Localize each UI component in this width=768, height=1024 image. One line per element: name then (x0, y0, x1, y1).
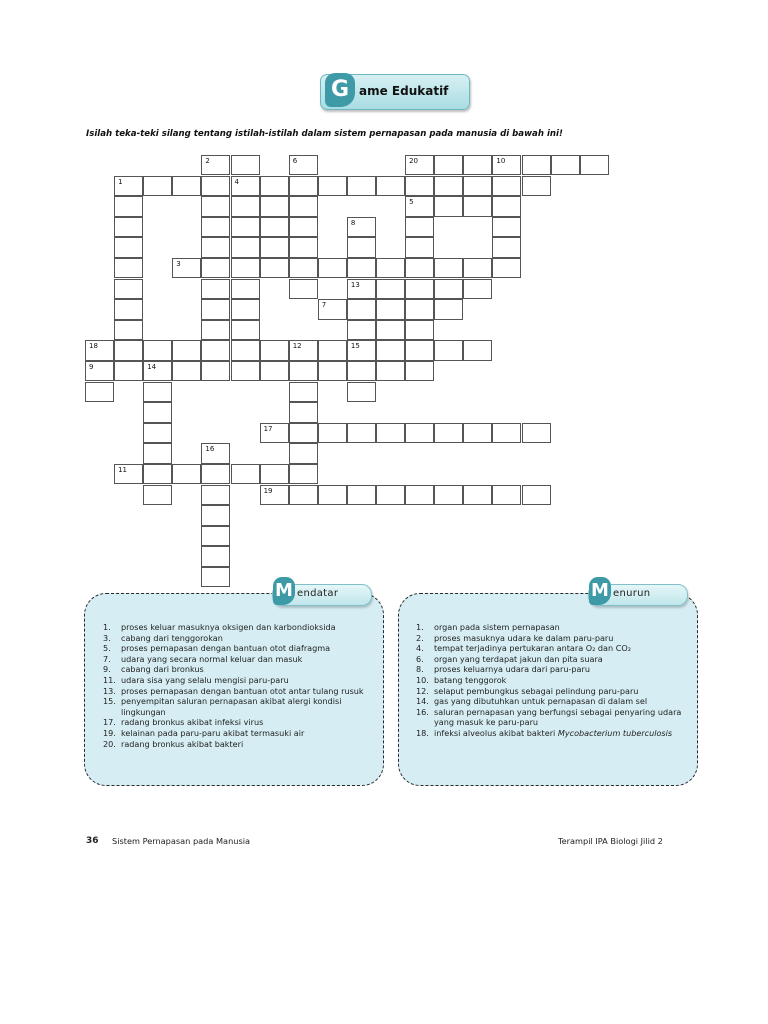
clue-number: 8. (416, 664, 424, 675)
crossword-cell[interactable] (143, 340, 172, 360)
clue-text (434, 664, 590, 675)
clue-text-main: proses keluarnya udara dari paru-paru (434, 664, 590, 675)
crossword-cell[interactable] (143, 402, 172, 422)
crossword-cell[interactable] (463, 279, 492, 299)
clue-number: 10. (416, 674, 429, 685)
crossword-cell[interactable] (231, 320, 260, 340)
clue-text (434, 622, 560, 633)
clue-number: 20. (103, 738, 116, 749)
crossword-cell[interactable] (347, 176, 376, 196)
crossword-cell[interactable] (143, 485, 172, 505)
crossword-cell[interactable] (114, 361, 143, 381)
mendatar-tab (272, 580, 372, 606)
clue-text-main: udara sisa yang selalu mengisi paru-paru (121, 674, 289, 685)
clue-text (121, 664, 204, 675)
crossword-cell[interactable] (201, 546, 230, 566)
crossword-cell[interactable] (201, 176, 230, 196)
clue-item (103, 654, 371, 665)
clue-number: 11. (103, 674, 116, 685)
clue-item (416, 664, 688, 675)
crossword-cell[interactable] (347, 258, 376, 278)
clue-text (434, 696, 647, 707)
crossword-cell[interactable] (114, 279, 143, 299)
crossword-cell[interactable] (492, 176, 521, 196)
clue-item (103, 643, 371, 654)
crossword-cell[interactable] (289, 423, 318, 443)
crossword-cell[interactable] (434, 485, 463, 505)
crossword-cell[interactable] (580, 155, 609, 175)
clue-number: 5. (103, 643, 111, 654)
clue-item (416, 686, 688, 697)
clue-item (103, 717, 371, 728)
clue-text-main: udara yang secara normal keluar dan masuk (121, 653, 303, 664)
clue-item (103, 633, 371, 644)
crossword-cell[interactable] (434, 155, 463, 175)
crossword-cell[interactable] (143, 176, 172, 196)
crossword-cell[interactable] (201, 217, 230, 237)
crossword-cell[interactable] (231, 155, 260, 175)
clue-number: 13. (103, 685, 116, 696)
crossword-cell[interactable] (289, 155, 318, 175)
clue-number: 15 (350, 342, 360, 351)
clue-item (103, 728, 371, 739)
crossword-cell[interactable] (114, 217, 143, 237)
clue-item (103, 739, 371, 750)
crossword-cell[interactable] (434, 340, 463, 360)
clue-item (103, 686, 371, 697)
clue-item (416, 696, 688, 707)
crossword-cell[interactable] (231, 299, 260, 319)
crossword-cell[interactable] (405, 340, 434, 360)
clue-text (434, 633, 613, 644)
crossword-cell[interactable] (318, 485, 347, 505)
clue-text-main: batang tenggorok (434, 674, 507, 685)
crossword-cell[interactable] (522, 485, 551, 505)
crossword-cell[interactable] (405, 423, 434, 443)
crossword-cell[interactable] (405, 485, 434, 505)
clue-number: 17. (103, 717, 116, 728)
crossword-cell[interactable] (318, 299, 347, 319)
crossword-cell[interactable] (231, 237, 260, 257)
clue-item (416, 654, 688, 665)
crossword-cell[interactable] (289, 361, 318, 381)
crossword-cell[interactable] (172, 258, 201, 278)
crossword-cell[interactable] (492, 196, 521, 216)
crossword-cell[interactable] (289, 217, 318, 237)
crossword-cell[interactable] (434, 176, 463, 196)
crossword-cell[interactable] (143, 361, 172, 381)
clue-number: 18 (89, 342, 98, 351)
crossword-cell[interactable] (114, 258, 143, 278)
clue-text (434, 654, 603, 665)
clue-text (121, 654, 302, 665)
crossword-cell[interactable] (201, 320, 230, 340)
crossword-cell[interactable] (260, 196, 289, 216)
clue-text-main: gas yang dibutuhkan untuk pernapasan di dalam sel (434, 696, 648, 707)
crossword-cell[interactable] (347, 423, 376, 443)
page-number: 36 (86, 836, 99, 846)
crossword-cell[interactable] (492, 423, 521, 443)
crossword-cell[interactable] (376, 299, 405, 319)
crossword-cell[interactable] (347, 279, 376, 299)
crossword-cell[interactable] (201, 443, 230, 463)
crossword-cell[interactable] (492, 217, 521, 237)
crossword-cell[interactable] (85, 382, 114, 402)
crossword-cell[interactable] (463, 196, 492, 216)
crossword-cell[interactable] (289, 258, 318, 278)
crossword-cell[interactable] (492, 155, 521, 175)
crossword-cell[interactable] (260, 237, 289, 257)
clue-item (416, 675, 688, 686)
crossword-cell[interactable] (434, 299, 463, 319)
crossword-cell[interactable] (201, 155, 230, 175)
clue-item (416, 707, 688, 728)
crossword-cell[interactable] (201, 464, 230, 484)
crossword-cell[interactable] (347, 299, 376, 319)
crossword-cell[interactable] (260, 423, 289, 443)
clue-text (434, 707, 688, 728)
mendatar-tab-label: endatar (297, 588, 339, 599)
crossword-cell[interactable] (231, 464, 260, 484)
clue-number: 8 (350, 218, 356, 227)
crossword-cell[interactable] (172, 340, 201, 360)
crossword-cell[interactable] (405, 320, 434, 340)
crossword-cell[interactable] (522, 423, 551, 443)
crossword-cell[interactable] (231, 340, 260, 360)
clue-item (103, 664, 371, 675)
clue-text (434, 686, 638, 697)
clue-number: 1. (103, 622, 111, 632)
crossword-cell[interactable] (201, 526, 230, 546)
crossword-cell[interactable] (405, 155, 434, 175)
crossword-cell[interactable] (463, 176, 492, 196)
crossword-cell[interactable] (143, 382, 172, 402)
crossword-cell[interactable] (405, 299, 434, 319)
crossword-cell[interactable] (289, 485, 318, 505)
clue-number: 12. (416, 685, 429, 696)
clue-item (103, 675, 371, 686)
crossword-cell[interactable] (143, 464, 172, 484)
crossword-cell[interactable] (405, 217, 434, 237)
crossword-cell[interactable] (551, 155, 580, 175)
clue-item (416, 633, 688, 644)
clue-number: 4. (416, 643, 424, 654)
clue-number: 2 (205, 157, 210, 165)
crossword-cell[interactable] (114, 320, 143, 340)
crossword-cell[interactable] (231, 196, 260, 216)
clue-item (416, 622, 688, 633)
crossword-cell[interactable] (201, 505, 230, 525)
clue-number: 16. (416, 706, 429, 717)
crossword-cell[interactable] (463, 340, 492, 360)
clue-item (103, 622, 371, 633)
crossword-cell[interactable] (143, 423, 172, 443)
crossword-cell[interactable] (289, 279, 318, 299)
crossword-cell[interactable] (231, 361, 260, 381)
crossword-cell[interactable] (289, 340, 318, 360)
clue-number: 1 (118, 177, 123, 186)
clue-number: 16 (205, 445, 215, 454)
clue-number: 11 (118, 466, 128, 474)
crossword-cell[interactable] (231, 176, 260, 196)
book-title: Terampil IPA Biologi Jilid 2 (558, 836, 663, 846)
crossword-cell[interactable] (201, 340, 230, 360)
crossword-cell[interactable] (405, 176, 434, 196)
crossword-cell[interactable] (434, 196, 463, 216)
clue-number: 12 (292, 342, 302, 351)
clue-number: 17 (263, 424, 273, 433)
crossword-cell[interactable] (405, 258, 434, 278)
crossword-cell[interactable] (231, 279, 260, 299)
menurun-clue-list (416, 622, 688, 739)
crossword-cell[interactable] (376, 361, 405, 381)
crossword-cell[interactable] (376, 176, 405, 196)
crossword-cell[interactable] (231, 258, 260, 278)
clue-text-main: proses pernapasan dengan bantuan otot diafragma (121, 643, 331, 654)
crossword-cell[interactable] (201, 237, 230, 257)
crossword-cell[interactable] (522, 176, 551, 196)
clue-text (121, 728, 304, 739)
clue-number: 6. (416, 653, 424, 664)
crossword-cell[interactable] (289, 176, 318, 196)
clue-number: 9. (103, 664, 111, 675)
crossword-cell[interactable] (114, 340, 143, 360)
crossword-cell[interactable] (289, 402, 318, 422)
crossword-cell[interactable] (318, 340, 347, 360)
crossword-cell[interactable] (522, 155, 551, 175)
crossword-cell[interactable] (318, 176, 347, 196)
crossword-cell[interactable] (318, 361, 347, 381)
crossword-cell[interactable] (201, 361, 230, 381)
clue-text-main: proses pernapasan dengan bantuan otot antar tulang rusuk (121, 685, 364, 696)
crossword-cell[interactable] (114, 196, 143, 216)
crossword-cell[interactable] (85, 361, 114, 381)
clue-number: 7 (321, 301, 327, 310)
crossword-cell[interactable] (114, 299, 143, 319)
crossword-cell[interactable] (260, 464, 289, 484)
crossword-cell[interactable] (201, 196, 230, 216)
clue-text (121, 717, 263, 728)
clue-number: 15. (103, 696, 116, 707)
crossword-cell[interactable] (201, 258, 230, 278)
crossword-cell[interactable] (463, 423, 492, 443)
clue-text (121, 675, 289, 686)
mendatar-clue-list (103, 622, 371, 749)
crossword-cell[interactable] (376, 279, 405, 299)
clue-text-main: saluran pernapasan yang berfungsi sebagai penyaring udara yang masuk ke paru-paru (434, 706, 682, 728)
crossword-cell[interactable] (347, 485, 376, 505)
crossword-cell[interactable] (172, 361, 201, 381)
crossword-cell[interactable] (405, 196, 434, 216)
crossword-cell[interactable] (172, 176, 201, 196)
clue-number: 14. (416, 696, 429, 707)
clue-number: 14 (147, 363, 157, 371)
clue-text (121, 643, 330, 654)
clue-text-main: penyempitan saluran pernapasan akibat alergi kondisi lingkungan (121, 696, 342, 717)
crossword-cell[interactable] (405, 279, 434, 299)
clue-text-main: organ pada sistem pernapasan (434, 622, 560, 632)
crossword-cell[interactable] (114, 176, 143, 196)
clue-text-main: cabang dari tenggorokan (121, 632, 223, 643)
clue-text (434, 728, 672, 739)
clue-text (434, 675, 506, 686)
clue-number: 6 (292, 157, 298, 165)
clue-number: 9 (89, 363, 94, 371)
crossword-cell[interactable] (143, 443, 172, 463)
clue-text (121, 622, 336, 633)
crossword-cell[interactable] (376, 485, 405, 505)
menurun-tab-label: enurun (613, 588, 651, 599)
clue-text-main: proses keluar masuknya oksigen dan karbondioksida (121, 622, 336, 632)
clue-number: 1. (416, 622, 424, 632)
crossword-cell[interactable] (289, 237, 318, 257)
clue-text-main: organ yang terdapat jakun dan pita suara (434, 653, 603, 664)
crossword-cell[interactable] (492, 485, 521, 505)
crossword-cell[interactable] (289, 464, 318, 484)
clue-text (121, 696, 371, 717)
crossword-cell[interactable] (114, 464, 143, 484)
crossword-cell[interactable] (492, 258, 521, 278)
clue-text-main: proses masuknya udara ke dalam paru-paru (434, 632, 614, 643)
clue-text (434, 643, 631, 654)
clue-item (103, 696, 371, 717)
crossword-cell[interactable] (172, 464, 201, 484)
clue-number: 3 (176, 260, 181, 268)
clue-item (416, 643, 688, 654)
clue-text-main: radang bronkus akibat bakteri (121, 738, 244, 749)
crossword-cell[interactable] (318, 423, 347, 443)
crossword-cell[interactable] (347, 237, 376, 257)
clue-number: 10 (496, 157, 506, 165)
clue-text-main: kelainan pada paru-paru akibat termasuki air (121, 727, 305, 738)
clue-text-main: radang bronkus akibat infeksi virus (121, 717, 264, 728)
crossword-cell[interactable] (260, 176, 289, 196)
crossword-cell[interactable] (463, 155, 492, 175)
crossword-cell[interactable] (405, 361, 434, 381)
crossword-cell[interactable] (492, 237, 521, 257)
clue-item (416, 728, 688, 739)
mendatar-initial-letter: M (273, 577, 295, 605)
badge-initial-letter: G (325, 73, 355, 107)
clue-text (121, 633, 223, 644)
clue-number: 2. (416, 632, 424, 643)
crossword-cell[interactable] (463, 485, 492, 505)
clue-number: 20 (409, 157, 419, 165)
instruction-text: Isilah teka-teki silang tentang istilah-istilah dalam sistem pernapasan pada manusia di bawah ini! (86, 129, 563, 139)
crossword-cell[interactable] (347, 340, 376, 360)
crossword-cell[interactable] (376, 258, 405, 278)
clue-number: 19 (263, 486, 273, 495)
crossword-cell[interactable] (463, 258, 492, 278)
crossword-cell[interactable] (260, 485, 289, 505)
crossword-cell[interactable] (260, 340, 289, 360)
clue-text-main: selaput pembungkus sebagai pelindung paru-paru (434, 685, 639, 696)
crossword-cell[interactable] (347, 320, 376, 340)
clue-text-italic: Mycobacterium tuberculosis (557, 727, 673, 738)
crossword-cell[interactable] (289, 382, 318, 402)
clue-text-main: infeksi alveolus akibat bakteri (434, 727, 558, 738)
crossword-cell[interactable] (289, 443, 318, 463)
crossword-cell[interactable] (260, 361, 289, 381)
crossword-cell[interactable] (376, 320, 405, 340)
crossword-cell[interactable] (260, 217, 289, 237)
crossword-cell[interactable] (231, 217, 260, 237)
clue-number: 7. (103, 653, 111, 664)
clue-number: 19. (103, 727, 116, 738)
menurun-initial-letter: M (589, 577, 611, 605)
crossword-cell[interactable] (347, 382, 376, 402)
crossword-cell[interactable] (260, 258, 289, 278)
crossword-cell[interactable] (289, 196, 318, 216)
crossword-cell[interactable] (376, 340, 405, 360)
clue-number: 3. (103, 632, 111, 643)
crossword-cell[interactable] (201, 485, 230, 505)
clue-text (121, 739, 243, 750)
clue-text-main: tempat terjadinya pertukaran antara O₂ dan CO₂ (434, 643, 631, 654)
crossword-cell[interactable] (318, 258, 347, 278)
crossword-cell[interactable] (347, 361, 376, 381)
badge-title-text: ame Edukatif (359, 84, 449, 98)
clue-number: 13 (350, 280, 360, 289)
clue-text-main: cabang dari bronkus (121, 664, 204, 675)
crossword-cell[interactable] (201, 299, 230, 319)
crossword-cell[interactable] (434, 423, 463, 443)
crossword-cell[interactable] (434, 279, 463, 299)
crossword-cell[interactable] (376, 423, 405, 443)
crossword-cell[interactable] (201, 567, 230, 587)
crossword-cell[interactable] (434, 258, 463, 278)
menurun-tab (588, 580, 688, 606)
crossword-cell[interactable] (114, 237, 143, 257)
crossword-cell[interactable] (201, 279, 230, 299)
clue-number: 18. (416, 727, 429, 738)
crossword-cell[interactable] (405, 237, 434, 257)
crossword-cell[interactable] (347, 217, 376, 237)
clue-text (121, 686, 364, 697)
clue-number: 5 (409, 198, 414, 207)
clue-number: 4 (234, 177, 239, 186)
chapter-title: Sistem Pernapasan pada Manusia (112, 836, 251, 846)
crossword-cell[interactable] (85, 340, 114, 360)
